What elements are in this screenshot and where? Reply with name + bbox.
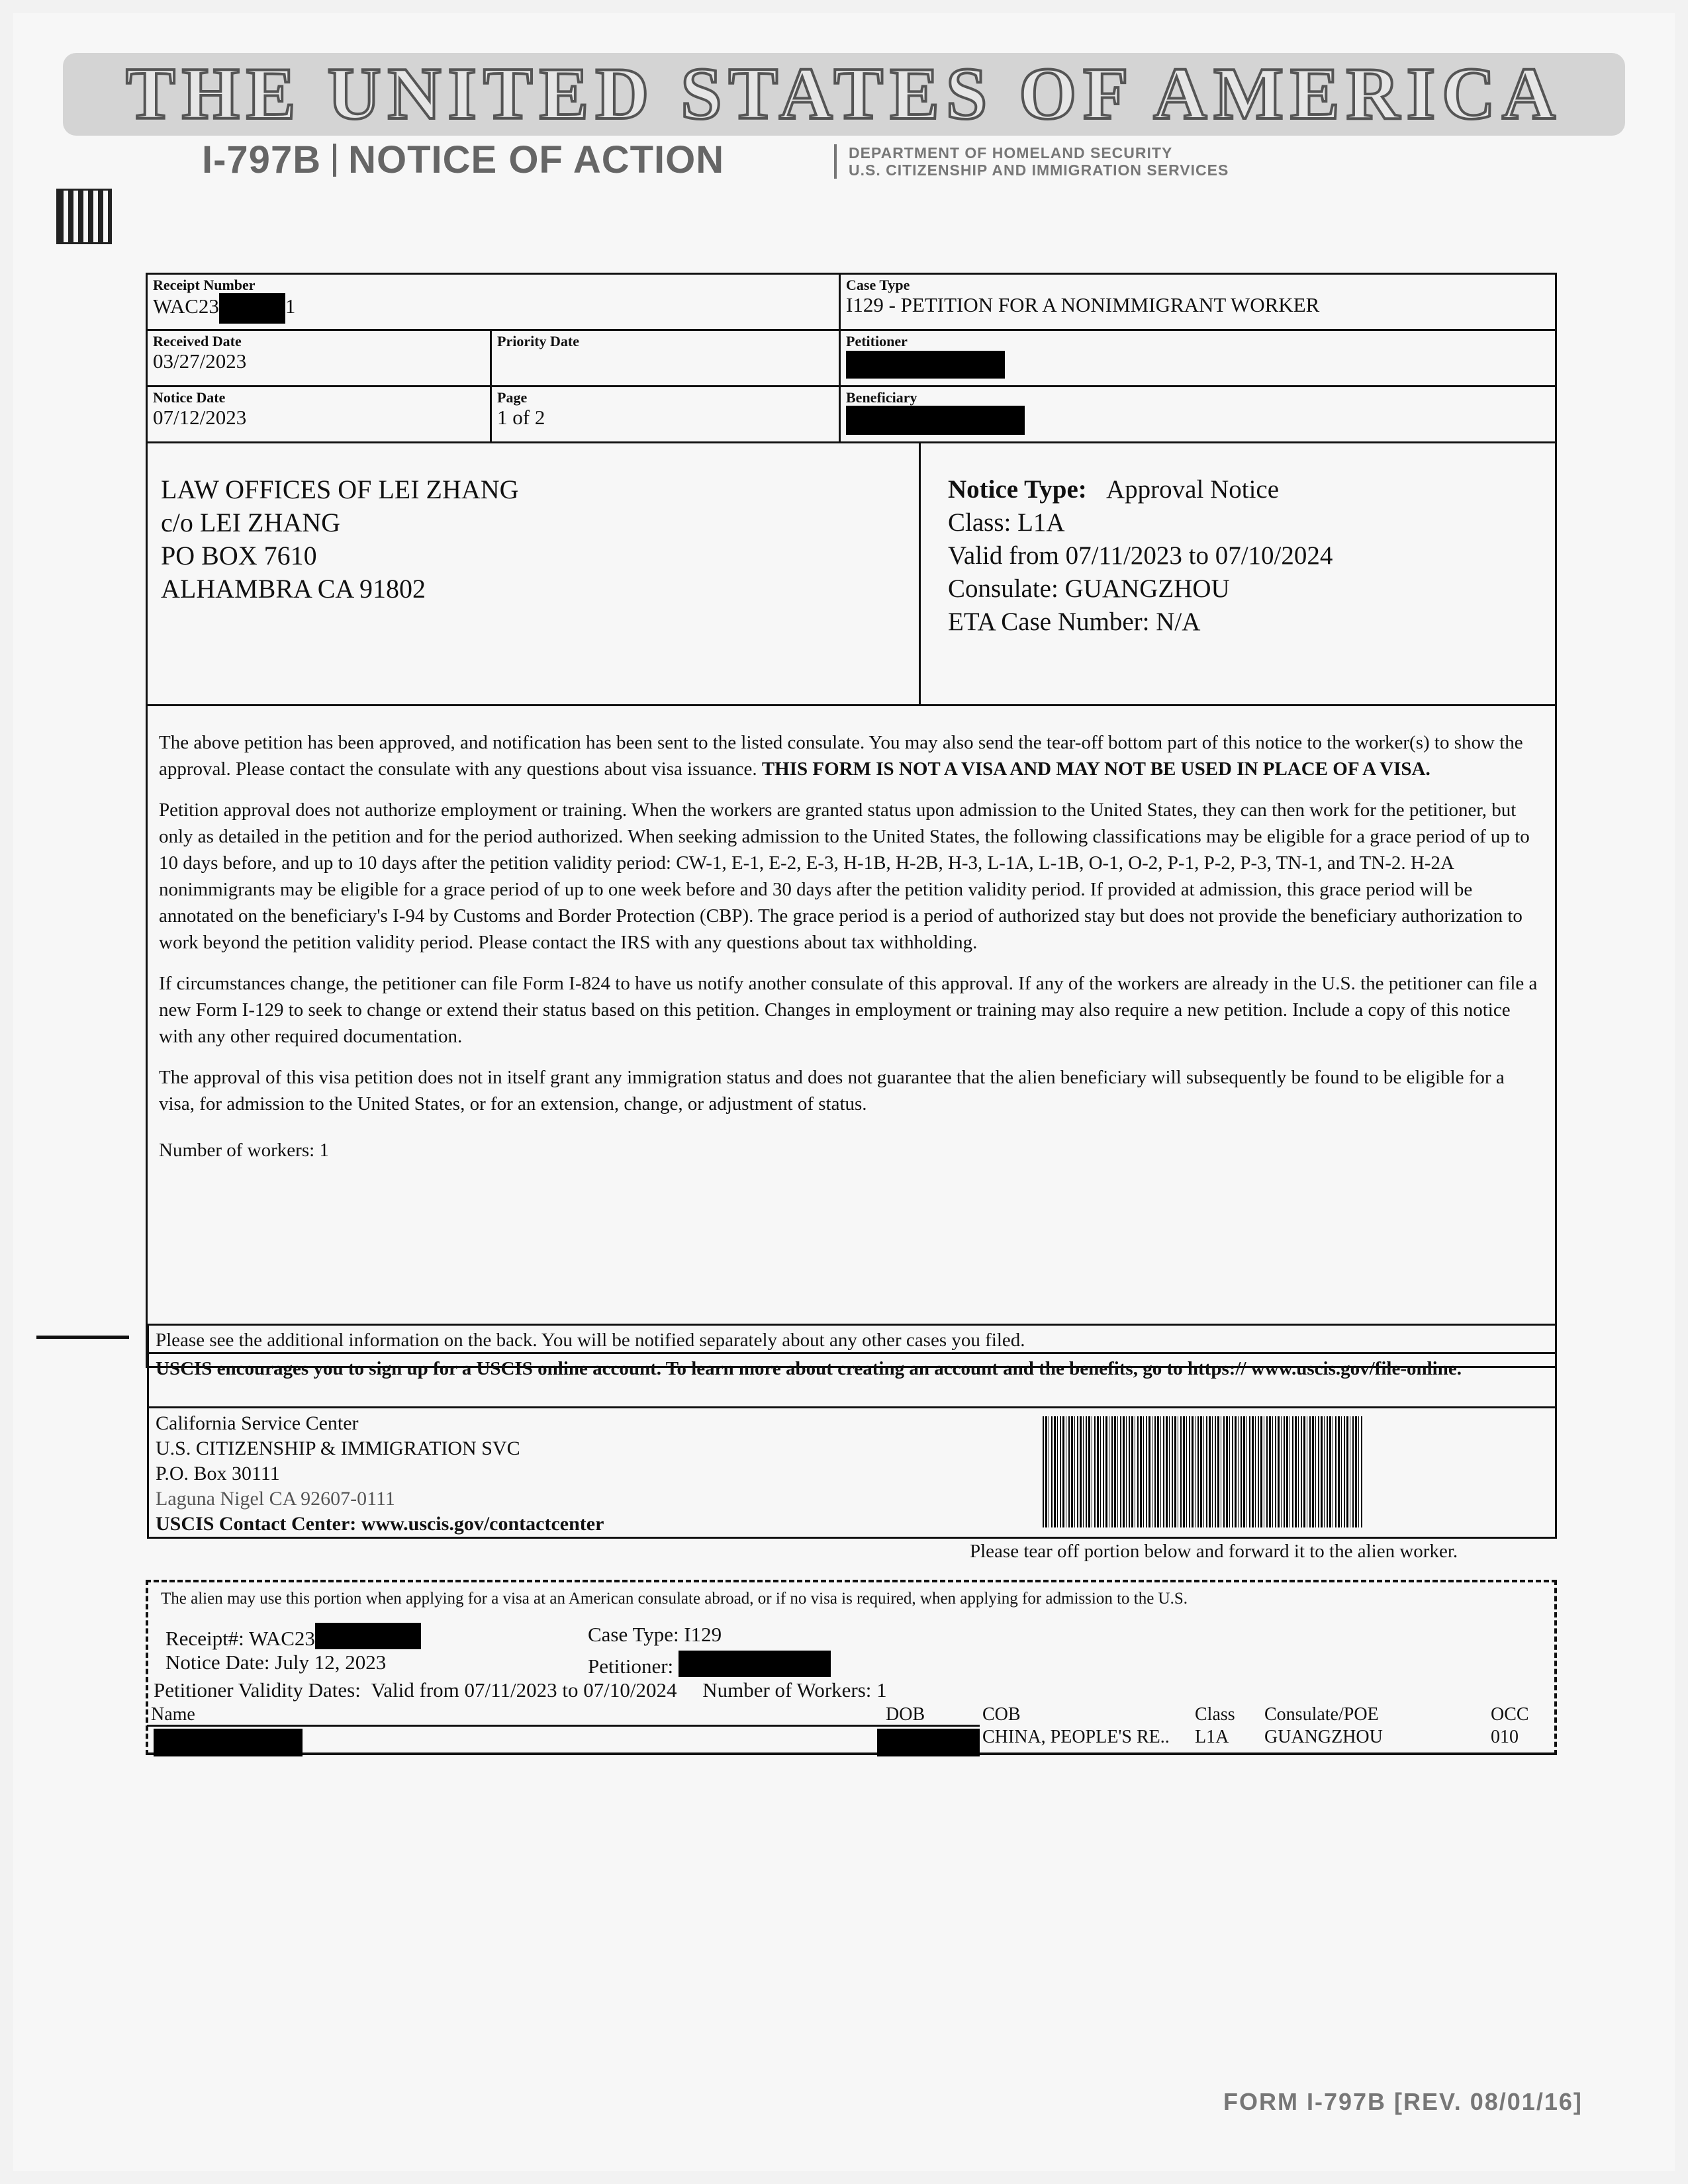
body-warning: THIS FORM IS NOT A VISA AND MAY NOT BE USED IN PLACE OF A VISA. (761, 758, 1430, 780)
page-value: 1 of 2 (497, 406, 545, 429)
case-info-table (146, 273, 1557, 443)
notice-class: Class: L1A (948, 508, 1065, 537)
row-divider (147, 1725, 980, 1727)
priority-date-cell (492, 331, 841, 387)
notice-consulate: Consulate: GUANGZHOU (948, 574, 1230, 603)
redaction-bar (315, 1623, 421, 1649)
tear-receipt: Receipt#: WAC23 (165, 1627, 315, 1650)
tear-off-instruction: Please tear off portion below and forward it to the alien worker. (970, 1541, 1458, 1562)
number-of-workers: Number of workers: 1 (159, 1140, 329, 1161)
redaction-bar (154, 1729, 303, 1756)
redaction-bar (846, 351, 1005, 379)
form-revision: FORM I-797B [REV. 08/01/16] (1223, 2088, 1583, 2115)
col-name-header: Name (151, 1704, 195, 1725)
department-block (834, 144, 1229, 179)
notice-type-value: Approval Notice (1106, 475, 1280, 504)
body-paragraph-3: If circumstances change, the petitioner can file Form I-824 to have us notify another consulate of this approval. If any of the workers are already in the U.S. the petitioner can file a new Form I-129 to seek to change or extend their status based on this petition. Changes in employment or training may also require a new petition. Include a copy of this notice with any other required documentation. (159, 973, 1538, 1047)
col-class-header: Class (1195, 1704, 1235, 1725)
receipt-label: Receipt Number (153, 277, 256, 293)
redaction-bar (219, 293, 285, 324)
additional-info-strip: Please see the additional information on the back. You will be notified separately about any other cases you filed. (147, 1324, 1557, 1354)
case-type-cell (841, 275, 1555, 331)
form-title (202, 138, 724, 182)
form-name: NOTICE OF ACTION (348, 138, 725, 181)
notice-date-cell (148, 387, 492, 441)
tear-intro: The alien may use this portion when applying for a visa at an American consulate abroad, or if no visa is required, when applying for admission to the U.S. (161, 1590, 1188, 1608)
notice-type-label: Notice Type: (948, 475, 1087, 504)
service-center-line-4: Laguna Nigel CA 92607-0111 (156, 1488, 395, 1510)
page-cell (492, 387, 841, 441)
notice-eta: ETA Case Number: N/A (948, 608, 1201, 636)
col-dob-header: DOB (886, 1704, 925, 1725)
service-center-line-1: California Service Center (156, 1412, 359, 1434)
service-center-line-3: P.O. Box 30111 (156, 1463, 280, 1484)
tear-class: L1A (1195, 1727, 1229, 1747)
qr-code-icon (56, 189, 112, 244)
notice-details (948, 473, 1333, 639)
received-date-value: 03/27/2023 (153, 349, 247, 373)
notice-validity: Valid from 07/11/2023 to 07/10/2024 (948, 541, 1333, 570)
tear-petitioner-label: Petitioner: (588, 1655, 674, 1678)
receipt-prefix: WAC23 (153, 295, 219, 318)
tear-validity: Valid from 07/11/2023 to 07/10/2024 (371, 1678, 677, 1702)
redaction-bar (846, 406, 1025, 435)
contact-center-link[interactable]: USCIS Contact Center: www.uscis.gov/contactcenter (156, 1513, 604, 1535)
receipt-cell (148, 275, 841, 331)
receipt-suffix: 1 (285, 295, 296, 318)
case-type-label: Case Type (846, 277, 910, 293)
beneficiary-cell (841, 387, 1555, 441)
tear-notice-date: Notice Date: July 12, 2023 (165, 1651, 387, 1674)
dept-line-2: U.S. CITIZENSHIP AND IMMIGRATION SERVICES (849, 161, 1229, 179)
redaction-bar (877, 1729, 980, 1756)
tear-workers: Number of Workers: 1 (702, 1678, 887, 1702)
fold-mark (36, 1336, 129, 1339)
beneficiary-label: Beneficiary (846, 389, 917, 406)
col-consulate-header: Consulate/POE (1264, 1704, 1379, 1725)
received-date-cell (148, 331, 492, 387)
notice-body (159, 729, 1542, 1178)
address-bottom-line (146, 704, 1557, 706)
redaction-bar (679, 1651, 831, 1677)
tear-occ: 010 (1491, 1727, 1519, 1747)
petitioner-label: Petitioner (846, 333, 908, 349)
tear-cob: CHINA, PEOPLE'S RE.. (982, 1727, 1170, 1747)
dept-line-1: DEPARTMENT OF HOMELAND SECURITY (849, 144, 1173, 161)
notice-date-label: Notice Date (153, 389, 226, 406)
service-center-line-2: U.S. CITIZENSHIP & IMMIGRATION SVC (156, 1437, 520, 1459)
received-date-label: Received Date (153, 333, 242, 349)
body-paragraph-2: Petition approval does not authorize employment or training. When the workers are granted status upon admission to the United States, they can then work for the petitioner, but only as detailed in the petition and for the period authorized. When seeking admission to the United States, the following classifications may be eligible for a grace period of up to 10 days before, and up to 10 days after the petition validity period: CW-1, E-1, E-2, E-3, H-1B, H-2B, H-3, L-1A, L-1B, O-1, O-2, P-1, P-2, P-3, TN-1, and TN-2. H-2A nonimmigrants may be eligible for a grace period of up to one week before and 30 days after the petition validity period. If provided at admission, this grace period will be annotated on the beneficiary's I-94 by Customs and Border Protection (CBP). The grace period is a period of authorized stay but does not provide the beneficiary authorization to work beyond the petition validity period. Please contact the IRS with any questions about tax withholding. (159, 799, 1530, 953)
address-line-3: PO BOX 7610 (161, 541, 317, 570)
form-code: I-797B (202, 138, 322, 181)
tear-consulate: GUANGZHOU (1264, 1727, 1383, 1747)
address-divider (919, 441, 921, 706)
notice-date-value: 07/12/2023 (153, 406, 247, 429)
barcode (1043, 1416, 1364, 1527)
online-account-strip: USCIS encourages you to sign up for a USCIS online account. To learn more about creating an account and the benefits, go to https:// www.uscis.gov/file-online. (147, 1352, 1557, 1408)
body-paragraph-4: The approval of this visa petition does not in itself grant any immigration status and does not guarantee that the alien beneficiary will subsequently be found to be eligible for a visa, for admission to the United States, or for an extension, change, or adjustment of status. (159, 1067, 1505, 1115)
body-paragraph-1: The above petition has been approved, and notification has been sent to the listed consulate. You may also send the tear-off bottom part of this notice to the worker(s) to show the approval. Please contact the consulate with any questions about visa issuance. (159, 732, 1523, 780)
address-line-4: ALHAMBRA CA 91802 (161, 574, 426, 604)
page-label: Page (497, 389, 528, 406)
col-occ-header: OCC (1491, 1704, 1529, 1725)
col-cob-header: COB (982, 1704, 1021, 1725)
header-banner (63, 53, 1625, 136)
banner-title: THE UNITED STATES OF AMERICA (126, 53, 1562, 135)
tear-validity-label: Petitioner Validity Dates: (154, 1678, 361, 1702)
address-line-2: c/o LEI ZHANG (161, 508, 341, 537)
tear-case-type: Case Type: I129 (588, 1623, 722, 1646)
priority-date-label: Priority Date (497, 333, 579, 349)
case-type-value: I129 - PETITION FOR A NONIMMIGRANT WORKER (846, 293, 1320, 316)
mailing-address (161, 473, 519, 606)
petitioner-cell (841, 331, 1555, 387)
address-line-1: LAW OFFICES OF LEI ZHANG (161, 475, 519, 504)
